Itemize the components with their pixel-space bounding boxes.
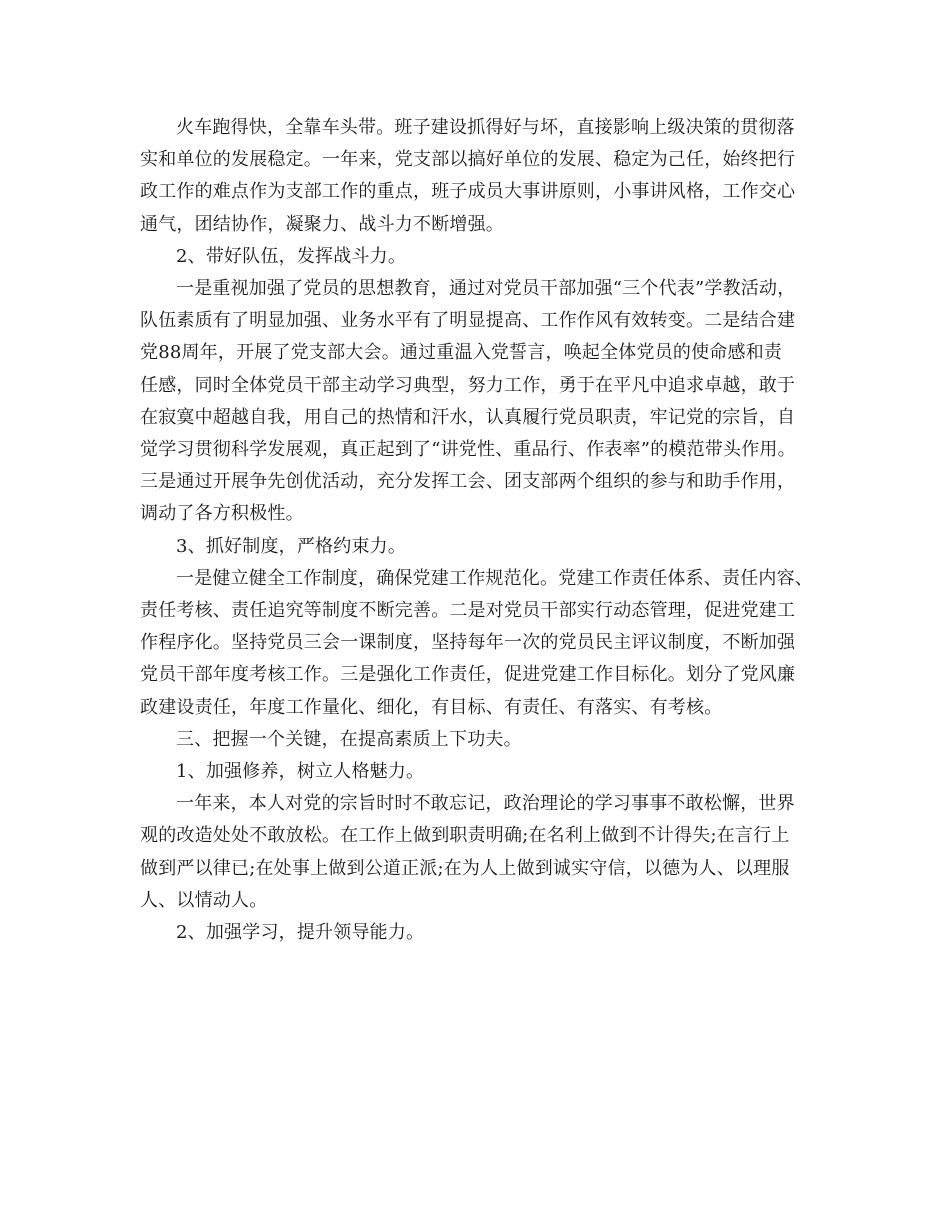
text-line: 任感，同时全体党员干部主动学习典型，努力工作，勇于在平凡中追求卓越，敢于 [140, 374, 796, 396]
heading-cultivation [140, 756, 820, 788]
heading-system [140, 531, 820, 563]
text-line: 在寂寞中超越自我，用自己的热情和汗水，认真履行党员职责，牢记党的宗旨，自 [140, 406, 796, 428]
text-line: 火车跑得快，全靠车头带。班子建设抓得好与坏，直接影响上级决策的贯彻落 [176, 117, 795, 138]
heading-lead-team [140, 241, 820, 273]
text-line: 政建设责任，年度工作量化、细化，有目标、有责任、有落实、有考核。 [140, 696, 723, 718]
text-line: 通气，团结协作，凝聚力、战斗力不断增强。 [140, 213, 504, 235]
text-line: 人、以情动人。 [140, 889, 268, 911]
text-line: 三是通过开展争先创优活动，充分发挥工会、团支部两个组织的参与和助手作用， [140, 471, 796, 493]
text-line: 2、加强学习，提升领导能力。 [176, 922, 425, 944]
text-line: 实和单位的发展稳定。一年来，党支部以搞好单位的发展、稳定为己任，始终把行 [140, 149, 796, 171]
paragraph-party-education [140, 273, 820, 531]
text-line: 2、带好队伍，发挥战斗力。 [176, 245, 407, 267]
text-line: 责任考核、责任追究等制度不断完善。二是对党员干部实行动态管理，促进党建工 [140, 600, 796, 622]
text-line: 调动了各方积极性。 [140, 503, 304, 525]
paragraph-team-building [140, 112, 820, 241]
text-line: 政工作的难点作为支部工作的重点，班子成员大事讲原则，小事讲风格，工作交心 [140, 181, 796, 203]
text-line: 党员干部年度考核工作。三是强化工作责任，促进党建工作目标化。划分了党风廉 [140, 664, 796, 686]
text-line: 觉学习贯彻科学发展观，真正起到了“讲党性、重品行、作表率”的模范带头作用。 [140, 439, 796, 461]
text-line: 党88周年，开展了党支部大会。通过重温入党誓言，唤起全体党员的使命感和责 [140, 342, 783, 364]
text-line: 一是重视加强了党员的思想教育，通过对党员干部加强“三个代表”学教活动， [176, 278, 796, 300]
paragraph-self-discipline [140, 788, 820, 917]
text-line: 队伍素质有了明显加强、业务水平有了明显提高、工作作风有效转变。二是结合建 [140, 310, 796, 332]
heading-learning [140, 917, 820, 949]
text-line: 一年来，本人对党的宗旨时时不敢忘记，政治理论的学习事事不敢松懈，世界 [176, 793, 795, 815]
text-line: 三、把握一个关键，在提高素质上下功夫。 [176, 728, 522, 750]
heading-section-three [140, 724, 820, 756]
paragraph-work-system [140, 563, 820, 724]
document-page [140, 112, 820, 949]
text-line: 3、抓好制度，严格约束力。 [176, 535, 407, 557]
text-line: 作程序化。坚持党员三会一课制度，坚持每年一次的党员民主评议制度，不断加强 [140, 632, 796, 654]
text-line: 1、加强修养，树立人格魅力。 [176, 761, 425, 783]
text-line: 观的改造处处不敢放松。在工作上做到职责明确;在名利上做到不计得失;在言行上 [140, 825, 790, 847]
text-line: 一是健立健全工作制度，确保党建工作规范化。党建工作责任体系、责任内容、 [176, 567, 813, 589]
text-line: 做到严以律已;在处事上做到公道正派;在为人上做到诚实守信，以德为人、以理服 [140, 857, 790, 879]
